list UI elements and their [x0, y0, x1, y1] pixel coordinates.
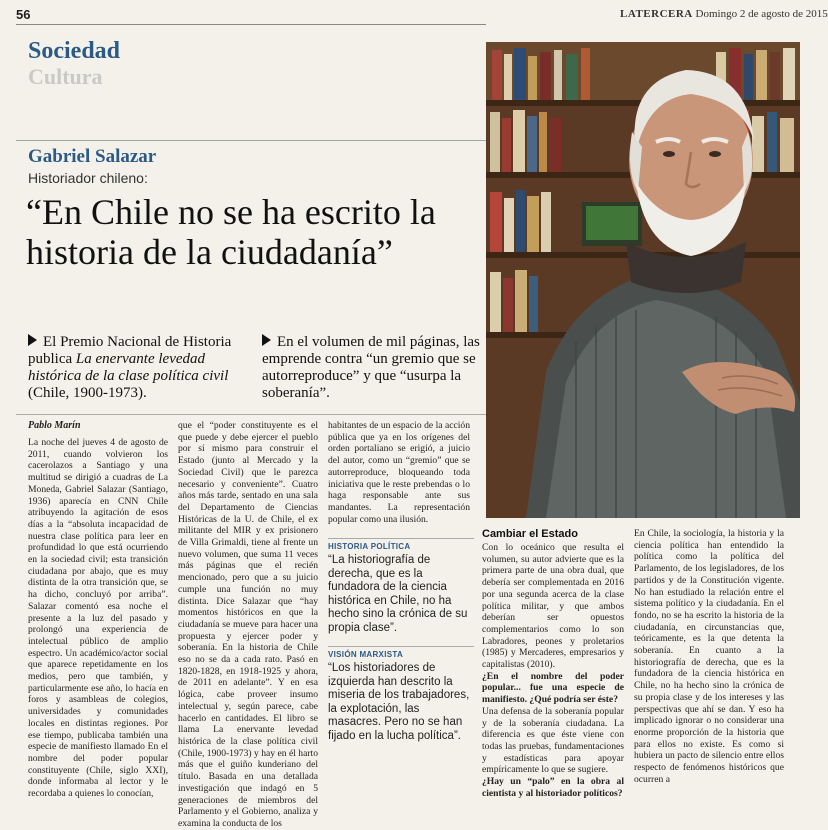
headline: “En Chile no se ha escrito la historia de la ciudadanía”: [26, 192, 436, 272]
column-4: [482, 528, 624, 799]
portrait-photo: [486, 42, 800, 518]
question-2: ¿Hay un “palo” en la obra al cientista y al historiador políticos?: [482, 776, 624, 799]
interviewee-role: Historiador chileno:: [28, 170, 148, 186]
newspaper-name: LATERCERA: [620, 8, 693, 20]
section-title: Sociedad: [28, 38, 121, 64]
bullet-triangle-icon: [262, 334, 271, 346]
lead-2: En el volumen de mil páginas, las emprende contra “un gremio que se autorreproduce” y que “usurpa la soberanía”.: [262, 334, 480, 401]
column-1-text: La noche del jueves 4 de agosto de 2011, cuando volvieron los cacerolazos a Santiago y una multitud se dirigió a cuadras de La Moneda, Gabriel Salazar (Santiago, 1936) aparecía en CNN Chile atribuyendo la agitación de esos días a la “absoluta incapacidad de nuestra clase política para leer en profundidad lo que está ocurriendo en la sociedad civil; esta transición ciudadana por abajo, que es muy distinta de la otra transición que, se ha dicho, concluyó por arriba”. Salazar comentó esa noche el presente a la luz del pasado y prolongó una experiencia de intelectual público de amplio espectro. Un académico/actor social que aparece repetidamente en los medios, pero que también, y particularmente ese año, lo hacía en foros y asambleas de colegios, universidades y comunidades locales en distintas regiones. Por ese tiempo, publicaba también una especie de manifiesto llamado En el nombre del poder popular constituyente (Chile, siglo XXI), donde informaba al lector y le recordaba a quienes lo conocían,: [28, 437, 168, 800]
interviewee-name: Gabriel Salazar: [28, 146, 157, 167]
column-3: [328, 420, 470, 525]
quote-text: “La historiografía de derecha, que es la fundadora de la ciencia histórica en Chile, no ha hecho sino la crónica de su propia clase”.: [328, 554, 468, 634]
portrait-illustration: [486, 42, 800, 518]
column-2-text: que el “poder constituyente es el que puede y debe ejercer el pueblo por sí mismo para construir el Estado (junto al Mercado y la Sociedad Civil) que le parezca necesario y conveniente”. Cuatro años más tarde, sentado en una sala del Departamento de Ciencias Históricas de la U. de Chile, el ex militante del MIR y ex prisionero de Villa Grimaldi, tiene al frente un nuevo volumen, que suma 11 veces más páginas que el recién mencionado, pero que a su juicio cumple una función no muy distinta. Dice Salazar que “hay momentos históricos en que la ciudadanía se mueve para hacer una propuesta y ejercer poder y soberanía. En la historia de Chile eso no se da a cada rato. Pasó en 1820-1828, en 1918-1925 y ahora, de 2011 en adelante”. Y en esa lógica, cabe proveer insumo intelectual y, según parece, cabe hacerlo en cantidades. El libro se llama La enervante levedad histórica de la clase política civil (Chile, 1900-1973) y hay en él harto más que el guiño kunderiano del título. Basada en una detallada investigación que indagó en 5 generaciones de miembros del Parlamento y el Gobierno, analiza y examina la conducta de los: [178, 420, 318, 829]
title-rule: [16, 140, 486, 141]
quote-tag: HISTORIA POLÍTICA: [328, 542, 411, 551]
pull-quote-2: [328, 646, 474, 743]
issue-date: Domingo 2 de agosto de 2015: [695, 8, 828, 20]
subhead: Cambiar el Estado: [482, 528, 578, 540]
quote-text: “Los historiadores de izquierda han descrito la miseria de los trabajadores, la explotación, las masacres. Pero no se han fijado en la lucha política”.: [328, 662, 470, 742]
answer-1: Una defensa de la soberanía popular y de la soberanía ciudadana. La diferencia es que éste viene con todas las pruebas, fundamentaciones y estadísticas para apoyar empíricamente lo que se sugiere.: [482, 705, 624, 776]
quote-rule: [328, 538, 474, 539]
column-4-text: Con lo oceánico que resulta el volumen, su autor advierte que es la primera parte de una obra dual, que debería ser complementada en 2016 por una segunda acerca de la clase política militar, y que ambos deberían ser opuestos complementarios como lo son Labradores, peones y proletarios (1985) y Mercaderes, empresarios y capitalistas (2010).: [482, 542, 624, 671]
byline: Pablo Marín: [28, 420, 81, 431]
lead-1: El Premio Nacional de Historia publica La enervante levedad histórica de la clase política civil (Chile, 1900-1973).: [28, 334, 232, 401]
page-number: 56: [16, 7, 31, 22]
bullet-triangle-icon: [28, 334, 37, 346]
lead-rule: [16, 414, 486, 415]
column-5: [634, 528, 784, 785]
column-2: [178, 420, 318, 830]
subsection-title: Cultura: [28, 64, 103, 89]
newspaper-header: [620, 8, 828, 20]
header-rule: [16, 24, 486, 25]
quote-rule: [328, 646, 474, 647]
pull-quote-1: [328, 538, 474, 635]
column-1: [28, 420, 168, 800]
question-1: ¿En el nombre del poder popular... fue una especie de manifiesto. ¿Qué podría ser éste?: [482, 670, 624, 706]
column-3-text: habitantes de un espacio de la acción pública que ya en los orígenes del orden portaliano se erigió, a juicio del autor, como un “gremio” que se autorreproduce, bloqueando toda iniciativa que le reste prebendas o lo haga responsable ante sus mandantes. La representación popular como una ilusión.: [328, 420, 470, 525]
quote-tag: VISIÓN MARXISTA: [328, 650, 404, 659]
column-5-text: En Chile, la sociología, la historia y la ciencia política han entendido la política como la política del Parlamento, de los legisladores, de los partidos y de la Constitución vigente. No han estudiado la relación entre el sistema político y la ciudadanía. En el fondo, no se ha escrito la historia de la ciudadanía, en circunstancias que, teóricamente, es la que detenta la soberanía. En cuanto a la historiografía de derecha, que es la fundadora de la ciencia histórica en Chile, no ha hecho sino la crónica de su propia clase y de los intereses y las perspectivas que ahí se dan. Y eso ha implicado ignorar o no considerar una enorme proporción de la historia que para ellos no existe. Es como si hubiera un pacto de silencio entre ellos respecto de fenómenos históricos que ocurren a: [634, 528, 784, 785]
